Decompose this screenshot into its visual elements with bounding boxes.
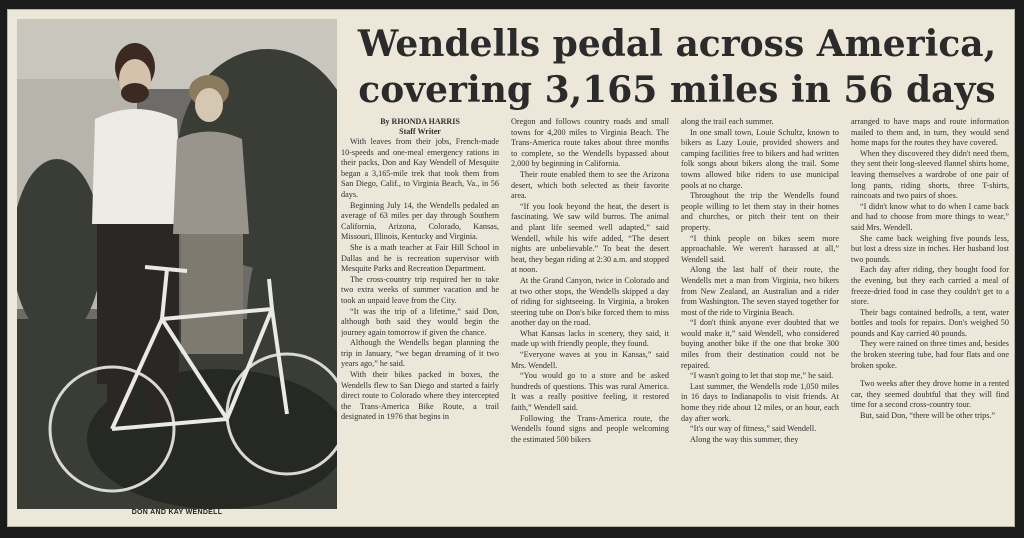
paragraph: “I didn't know what to do when I came back and had to choose from more things to wear,” said Mrs. Wendell. bbox=[851, 201, 1009, 232]
paragraph: Oregon and follows country roads and small towns for 4,200 miles to Virginia Beach. The Trans-America route takes about three months to complete, so the Wendells bypassed about 2,000 by beginning in California. bbox=[511, 117, 669, 169]
article-column-2 bbox=[511, 117, 669, 522]
paragraph: “I wasn't going to let that stop me,” he said. bbox=[690, 371, 834, 381]
paragraph: She is a math teacher at Fair Hill School in Dallas and he is recreation supervisor with Mesquite Parks and Recreation Department. bbox=[341, 242, 499, 274]
article-column-3 bbox=[681, 117, 839, 522]
paragraph: Their bags contained bedrolls, a tent, water bottles and tools for repairs. Don's weighed 50 pounds and Kay carried 40 pounds. bbox=[851, 307, 1009, 338]
paragraph: Last summer, the Wendells rode 1,050 miles in 16 days to Indianapolis to visit friends. At home they ride about 12 miles, or an hour, each day after work. bbox=[681, 381, 839, 423]
paragraph: Their route enabled them to see the Arizona desert, which both selected as their favorite area. bbox=[511, 169, 669, 201]
photo-illustration bbox=[17, 19, 337, 509]
headline-line-1: Wendells pedal across America, bbox=[357, 23, 997, 65]
article-column-1 bbox=[341, 117, 499, 522]
paragraph: With their bikes packed in boxes, the Wendells flew to San Diego and started a fairly direct route to Colorado where they intercepted the Trans-America Bike Route, a trail designated in 1976 that begins in bbox=[341, 370, 499, 422]
paragraph: “If you look beyond the heat, the desert is fascinating. We saw wild burros. The animal and plant life seemed well adapted,” said Wendell, while his wife added, “The desert nights are unbelievable.” To beat the desert heat, they began riding at 2:30 a.m. and stopped at noon. bbox=[511, 201, 669, 275]
paragraph: along the trail each summer. bbox=[681, 117, 774, 126]
paragraph: But, said Don, “there will be other trips.” bbox=[860, 411, 996, 421]
paragraph: At the Grand Canyon, twice in Colorado and at two other stops, the Wendells skipped a day of riding for sightseeing. In Virginia, a broken steering tube on Don's bike forced them to miss another day on the road. bbox=[511, 275, 669, 328]
paragraph: Throughout the trip the Wendells found people willing to let them stay in their homes and churches, or pitch their tent on their property. bbox=[681, 191, 839, 232]
paragraph: Along the way this summer, they bbox=[690, 434, 799, 444]
paragraph: In one small town, Louie Schultz, known to bikers as Lazy Louie, provided showers and camping facilities free to bikers and had written folk songs about bikers along the trail. Some towns allowed bike riders to use municipal pools at no charge. bbox=[681, 127, 839, 190]
paragraph: “I think people on bikes seem more approachable. We weren't harassed at all,” Wendell said. bbox=[681, 233, 839, 264]
paragraph: “Everyone waves at you in Kansas,” said Mrs. Wendell. bbox=[511, 350, 669, 370]
paragraph: She came back weighing five pounds less, but lost a dress size in inches. Her husband lost two pounds. bbox=[851, 233, 1009, 264]
headline bbox=[347, 21, 1007, 113]
paragraph: They were rained on three times and, besides the broken steering tube, had four flats and one broken spoke. bbox=[851, 339, 1009, 370]
paragraph: When they discovered they didn't need them, they sent their long-sleeved flannel shirts home, leaving themselves a wardrobe of one pair of long pants, riding shorts, three T-shirts, raincoats and two pairs of shoes. bbox=[851, 148, 1009, 201]
headline-line-2: covering 3,165 miles in 56 days bbox=[358, 69, 996, 111]
paragraph: What Kansas lacks in scenery, they said, it made up with friendly people, they found. bbox=[511, 328, 669, 349]
newspaper-clipping bbox=[7, 9, 1015, 527]
paragraph: Beginning July 14, the Wendells pedaled an average of 63 miles per day through Southern California, Arizona, Colorado, Kansas, Missouri, Illinois, Kentucky and Virginia. bbox=[341, 200, 499, 242]
paragraph: “You would go to a store and be asked hundreds of questions. This was rural America. It was a really positive feeling, it restored faith,” Wendell said. bbox=[511, 371, 669, 413]
paragraph: Each day after riding, they bought food for the evening, but they each carried a meal of freeze-dried food in case they couldn't get to a store. bbox=[851, 265, 1009, 307]
paragraph: “It's our way of fitness,” said Wendell. bbox=[690, 424, 817, 434]
paragraph: Two weeks after they drove home in a rented car, they seemed doubtful that they will find time for a second cross-country tour. bbox=[851, 379, 1009, 410]
photo-caption: DON AND KAY WENDELL bbox=[131, 509, 223, 516]
article-body bbox=[341, 117, 1011, 522]
paragraph: With leaves from their jobs, French-made 10-speeds and one-meal emergency rations in their packs, Don and Kay Wendell of Mesquite began a 3,165-mile trek that took them from San Diego, Calif., to Virginia Beach, Va., in 56 days. bbox=[341, 137, 499, 199]
byline-author: By RHONDA HARRIS bbox=[380, 117, 460, 126]
paragraph: Following the Trans-America route, the Wendells found signs and people welcoming the estimated 500 bikers bbox=[511, 413, 669, 444]
paragraph: Along the last half of their route, the Wendells met a man from Virginia, two bikers from New Zealand, an Australian and a rider from Washington. The seven stayed together for most of the ride to Virginia Beach. bbox=[681, 265, 839, 317]
paragraph: “I don't think anyone ever doubted that we would make it,” said Wendell, who considered buying another bike if the one that broke 300 miles from their destination could not be repaired. bbox=[681, 318, 839, 370]
couple-with-bicycle-photo bbox=[17, 19, 337, 509]
paragraph: arranged to have maps and route information mailed to them and, in turn, they would send home maps for the routes they have covered. bbox=[851, 117, 1009, 148]
paragraph: “It was the trip of a lifetime,” said Don, although both said they would begin the journey again tomorrow if given the chance. bbox=[341, 306, 499, 337]
paragraph: The cross-country trip required her to take two extra weeks of summer vacation and he took an unpaid leave from the City. bbox=[341, 274, 499, 305]
byline-title: Staff Writer bbox=[399, 127, 441, 136]
paragraph: Although the Wendells began planning the trip in January, “we began dreaming of it two years ago,” he said. bbox=[341, 338, 499, 369]
article-column-4 bbox=[851, 117, 1009, 522]
